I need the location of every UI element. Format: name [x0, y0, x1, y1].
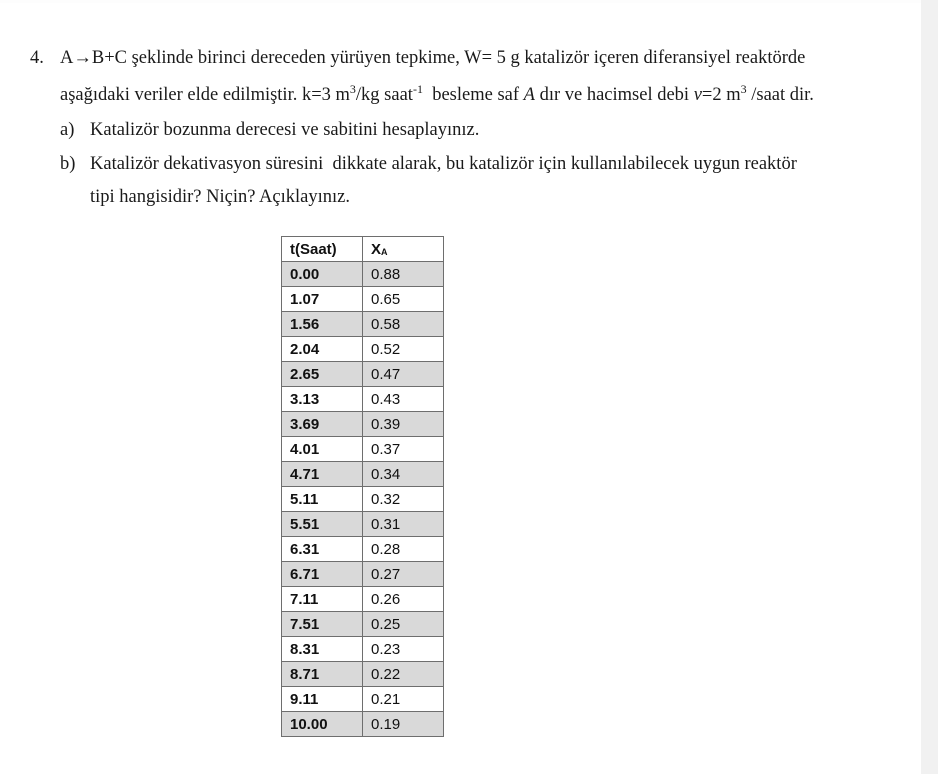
q2-flow-symbol: v [693, 85, 702, 105]
table-row [282, 712, 444, 737]
cell-time: 6.31 [282, 537, 363, 562]
table-row [282, 687, 444, 712]
q2-sup-2: -1 [412, 82, 423, 96]
cell-time: 1.56 [282, 312, 363, 337]
cell-conversion: 0.52 [363, 337, 444, 362]
cell-conversion: 0.39 [363, 412, 444, 437]
cell-conversion: 0.25 [363, 612, 444, 637]
cell-time: 9.11 [282, 687, 363, 712]
page-edge-strip [921, 0, 938, 774]
q2-text-c: besleme saf [422, 85, 524, 105]
q2-text-d: dır ve hacimsel debi [534, 85, 694, 105]
table-row [282, 337, 444, 362]
question-line-1: A→B+C şeklinde birinci dereceden yürüyen tepkime, W= 5 g katalizör içeren diferansiyel reaktörde [60, 48, 806, 68]
header-time: t(Saat) [282, 237, 363, 262]
table-row [282, 637, 444, 662]
q2-text-b: /kg saat [355, 85, 413, 105]
cell-time: 0.00 [282, 262, 363, 287]
cell-conversion: 0.37 [363, 437, 444, 462]
cell-time: 10.00 [282, 712, 363, 737]
table-row [282, 487, 444, 512]
table-row [282, 512, 444, 537]
cell-time: 5.11 [282, 487, 363, 512]
q2-text-a: aşağıdaki veriler elde edilmiştir. k=3 m [60, 85, 350, 105]
q2-sup-1: 3 [349, 82, 356, 96]
cell-conversion: 0.58 [363, 312, 444, 337]
header-x-main: X [371, 240, 382, 258]
table-row [282, 612, 444, 637]
part-b-text-1: Katalizör dekativasyon süresini dikkate alarak, bu katalizör için kullanılabilecek uygun reaktör [90, 154, 797, 174]
table-row [282, 562, 444, 587]
cell-conversion: 0.34 [363, 462, 444, 487]
cell-conversion: 0.28 [363, 537, 444, 562]
cell-conversion: 0.31 [363, 512, 444, 537]
table-row [282, 412, 444, 437]
cell-conversion: 0.22 [363, 662, 444, 687]
table-row [282, 262, 444, 287]
cell-conversion: 0.26 [363, 587, 444, 612]
table-row [282, 537, 444, 562]
table-row [282, 312, 444, 337]
table-row [282, 662, 444, 687]
part-a-label: a) [60, 120, 75, 140]
cell-conversion: 0.43 [363, 387, 444, 412]
table-row [282, 462, 444, 487]
part-b-label: b) [60, 154, 76, 174]
table-body [282, 262, 444, 737]
cell-time: 4.01 [282, 437, 363, 462]
table-row [282, 437, 444, 462]
table-header-row [282, 237, 444, 262]
cell-conversion: 0.47 [363, 362, 444, 387]
data-table [281, 236, 444, 737]
question-line-2 [60, 84, 814, 106]
cell-time: 1.07 [282, 287, 363, 312]
q2-text-f: /saat dir. [746, 85, 814, 105]
q2-species-a: A [523, 85, 535, 105]
cell-conversion: 0.27 [363, 562, 444, 587]
cell-time: 5.51 [282, 512, 363, 537]
question-number: 4. [30, 48, 44, 68]
header-conversion [363, 237, 444, 262]
cell-time: 7.51 [282, 612, 363, 637]
q2-sup-3: 3 [740, 82, 747, 96]
table-row [282, 287, 444, 312]
cell-conversion: 0.23 [363, 637, 444, 662]
cell-time: 8.71 [282, 662, 363, 687]
cell-conversion: 0.32 [363, 487, 444, 512]
cell-time: 3.69 [282, 412, 363, 437]
table-row [282, 387, 444, 412]
cell-time: 2.04 [282, 337, 363, 362]
top-edge [0, 0, 921, 3]
cell-time: 2.65 [282, 362, 363, 387]
cell-time: 8.31 [282, 637, 363, 662]
cell-conversion: 0.65 [363, 287, 444, 312]
table-row [282, 362, 444, 387]
cell-conversion: 0.19 [363, 712, 444, 737]
cell-conversion: 0.88 [363, 262, 444, 287]
table-row [282, 587, 444, 612]
q2-text-e: =2 m [701, 85, 741, 105]
cell-time: 7.11 [282, 587, 363, 612]
cell-time: 4.71 [282, 462, 363, 487]
part-b-text-2: tipi hangisidir? Niçin? Açıklayınız. [90, 187, 350, 207]
part-a-text: Katalizör bozunma derecesi ve sabitini hesaplayınız. [90, 120, 480, 140]
cell-conversion: 0.21 [363, 687, 444, 712]
cell-time: 3.13 [282, 387, 363, 412]
cell-time: 6.71 [282, 562, 363, 587]
header-x-sub: A [381, 246, 388, 257]
